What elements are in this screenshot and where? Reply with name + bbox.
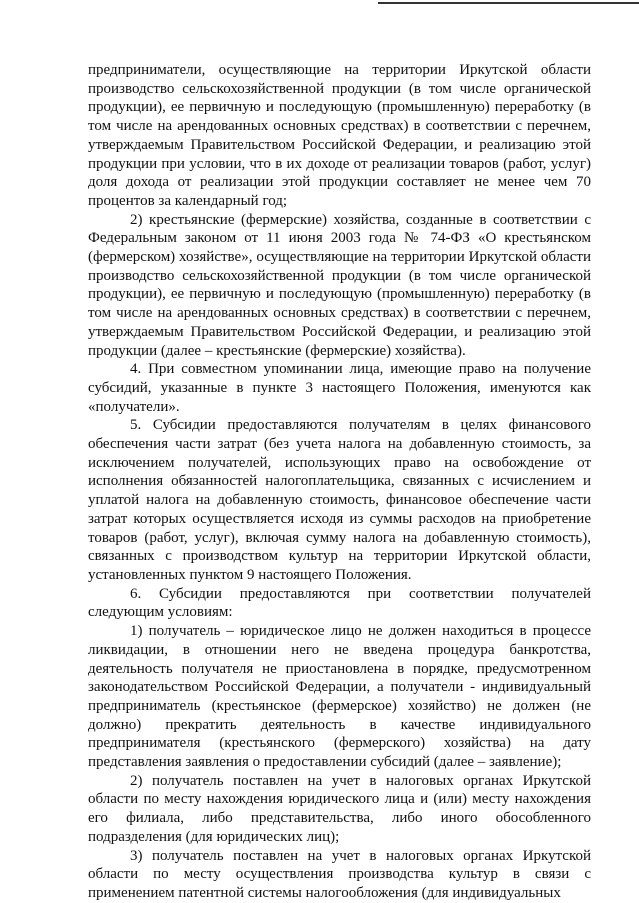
paragraph-6: 1) получатель – юридическое лицо не должен находиться в процессе ликвидации, в отношении него не введена процедура банкротства, деятельность получателя не приостановлена в порядке, предусмотренном законодательством Российской Федерации, а получатели - индивидуальный предприниматель (крестьянское (фермерское) хозяйство) не должен (не должно) прекратить деятельность в качестве индивидуального предпринимателя (крестьянского (фермерского) хозяйства) на дату представления заявления о предоставлении субсидий (далее – заявление); bbox=[88, 623, 591, 771]
top-edge-rule bbox=[378, 2, 639, 4]
paragraph-5: 6. Субсидии предоставляются при соответствии получателей следующим условиям: bbox=[88, 585, 591, 621]
paragraph-8: 3) получатель поставлен на учет в налоговых органах Иркутской области по месту осуществления производства культур в связи с применением патентной системы налогообложения (для индивидуальных bbox=[88, 847, 591, 901]
paragraph-4: 5. Субсидии предоставляются получателям в целях финансового обеспечения части затрат (без учета налога на добавленную стоимость, за исключением получателей, использующих право на освобождение от исполнения обязанностей налогоплательщика, связанных с исчислением и уплатой налога на добавленную стоимость, финансовое обеспечение части затрат которых осуществляется исходя из суммы расходов на приобретение товаров (работ, услуг), включая сумму налога на добавленную стоимость), связанных с производством культур на территории Иркутской области, установленных пунктом 9 настоящего Положения. bbox=[88, 417, 591, 583]
document-page bbox=[88, 61, 591, 903]
paragraph-7: 2) получатель поставлен на учет в налоговых органах Иркутской области по месту нахождения юридического лица и (или) месту нахождения его филиала, либо представительства, либо иного обособленного подразделения (для юридических лиц); bbox=[88, 772, 591, 845]
paragraph-1: предприниматели, осуществляющие на территории Иркутской области производство сельскохозяйственной продукции (в том числе органической продукции), ее первичную и последующую (промышленную) переработку (в том числе на арендованных основных средствах) в соответствии с перечнем, утверждаемым Правительством Российской Федерации, и реализацию этой продукции при условии, что в их доходе от реализации товаров (работ, услуг) доля дохода от реализации этой продукции составляет не менее чем 70 процентов за календарный год; bbox=[88, 62, 591, 209]
paragraph-3: 4. При совместном упоминании лица, имеющие право на получение субсидий, указанные в пункте 3 настоящего Положения, именуются как «получатели». bbox=[88, 361, 591, 415]
paragraph-2: 2) крестьянские (фермерские) хозяйства, созданные в соответствии с Федеральным законом от 11 июня 2003 года № 74-ФЗ «О крестьянском (фермерском) хозяйстве», осуществляющие на территории Иркутской области производство сельскохозяйственной продукции (в том числе органической продукции), ее первичную и последующую (промышленную) переработку (в том числе на арендованных основных средствах) в соответствии с перечнем, утверждаемым Правительством Российской Федерации, и реализацию этой продукции (далее – крестьянские (фермерские) хозяйства). bbox=[88, 211, 591, 359]
